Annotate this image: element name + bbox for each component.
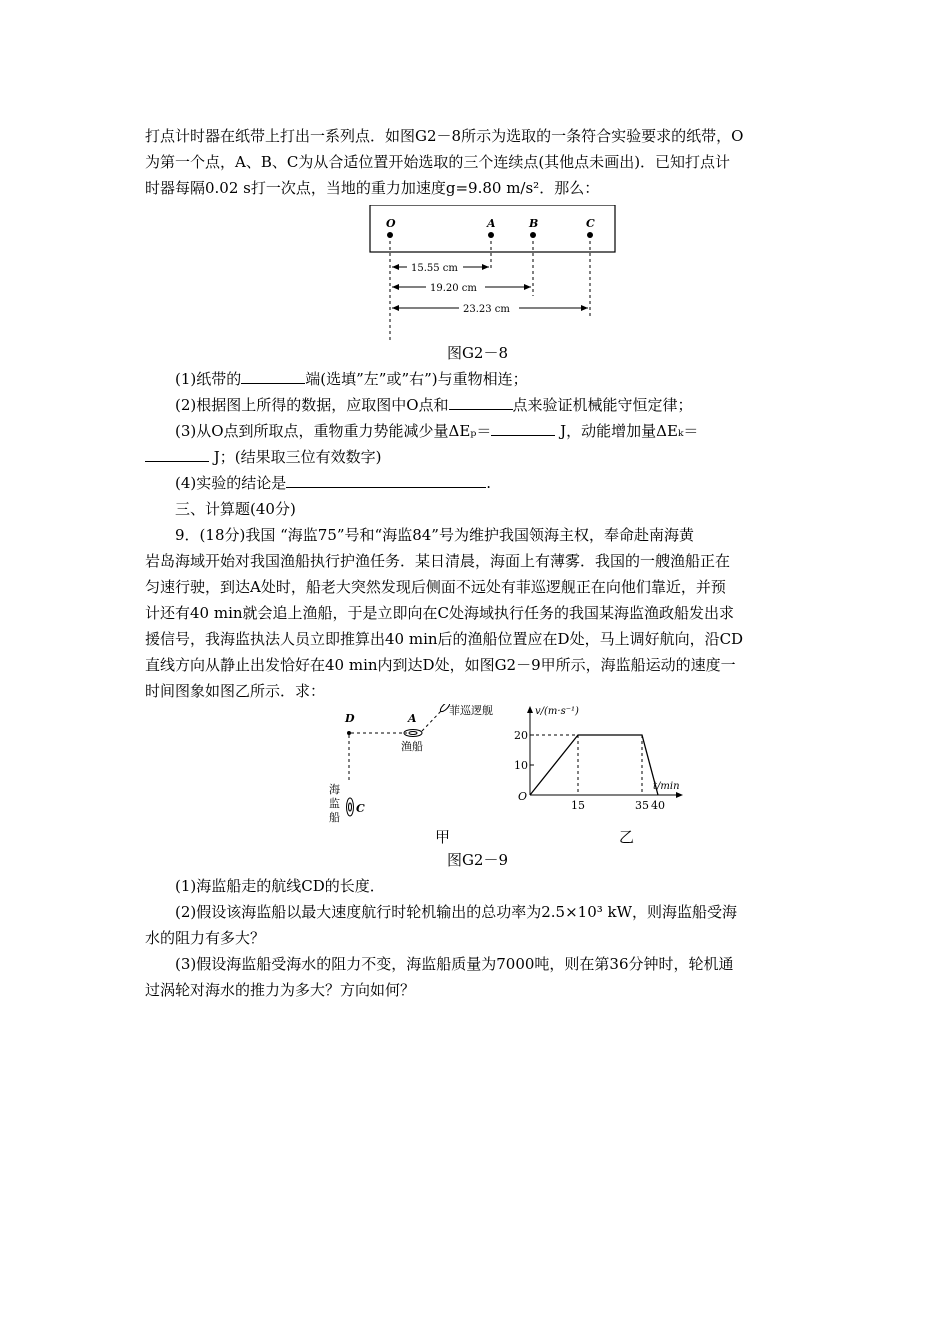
q9-line-7: 时间图象如图乙所示．求： bbox=[145, 682, 326, 700]
x-tick-label-40: 40 bbox=[651, 799, 665, 812]
point-c-label: C bbox=[586, 217, 595, 230]
q4-text-a: (4)实验的结论是 bbox=[175, 474, 287, 492]
question-1 bbox=[145, 366, 810, 392]
figure-g2-9-caption: 图G2－9 bbox=[446, 851, 509, 869]
arrow-oc-left bbox=[392, 305, 399, 311]
section-3-heading: 三、计算题(40分) bbox=[175, 500, 296, 518]
question-3-cont bbox=[145, 444, 810, 470]
y-axis-arrow bbox=[527, 706, 533, 713]
q3-blank-2 bbox=[145, 445, 209, 462]
q9-line-6: 直线方向从静止出发恰好在40 min内到达D处，如图G2－9甲所示，海监船运动的速度一 bbox=[145, 656, 736, 674]
sub-question-3a: (3)假设海监船受海水的阻力不变，海监船质量为7000吨，则在第36分钟时，轮机通 bbox=[175, 955, 734, 973]
y-axis-label: v/(m·s⁻¹) bbox=[535, 706, 579, 717]
dim-oa-label: 15.55 cm bbox=[411, 263, 458, 274]
sub-question-2b: 水的阻力有多大？ bbox=[145, 929, 266, 947]
question-3 bbox=[145, 418, 810, 444]
q3-text-c: J；(结果取三位有效数字) bbox=[213, 448, 382, 466]
q2-text-a: (2)根据图上所得的数据，应取图中O点和 bbox=[175, 396, 449, 414]
arrow-oc-right bbox=[581, 305, 588, 311]
vt-marks bbox=[514, 729, 665, 812]
y-tick-label-20: 20 bbox=[514, 729, 528, 742]
sub-question-3b: 过涡轮对海水的推力为多大？方向如何？ bbox=[145, 981, 416, 999]
q9-line-4: 计还有40 min就会追上渔船，于是立即向在C处海域执行任务的我国某海监渔政船发出求 bbox=[145, 604, 735, 622]
intro-line-3: 时器每隔0.02 s打一次点，当地的重力加速度g=9.80 m/s²．那么： bbox=[145, 179, 600, 197]
x-tick-label-35: 35 bbox=[635, 799, 649, 812]
haijian-ship-icon-inner bbox=[349, 803, 352, 811]
figure-g2-8 bbox=[145, 205, 810, 340]
label-hai: 海 bbox=[329, 783, 340, 796]
haijian-ship-icon bbox=[347, 798, 354, 816]
arrow-oa-left bbox=[392, 264, 399, 270]
sub-question-2a: (2)假设该海监船以最大速度航行时轮机输出的总功率为2.5×10³ kW，则海监船受海 bbox=[175, 903, 738, 921]
q1-text-a: (1)纸带的 bbox=[175, 370, 242, 388]
q2-blank bbox=[449, 393, 513, 410]
origin-label: O bbox=[518, 790, 528, 803]
q3-blank-1 bbox=[491, 419, 555, 436]
vt-chart bbox=[514, 706, 683, 846]
label-patrol-ship: 菲巡逻舰 bbox=[449, 704, 493, 717]
dim-oc-label: 23.23 cm bbox=[463, 304, 510, 315]
label-yi: 乙 bbox=[619, 828, 635, 846]
figure-g2-9 bbox=[145, 704, 810, 847]
intro-line-1: 打点计时器在纸带上打出一系列点．如图G2－8所示为选取的一条符合实验要求的纸带，O bbox=[145, 127, 744, 145]
question-4 bbox=[145, 470, 810, 496]
label-jian: 监 bbox=[329, 797, 340, 810]
question-2 bbox=[145, 392, 810, 418]
q4-blank bbox=[286, 471, 486, 488]
label-d: D bbox=[345, 712, 355, 725]
q9-line-2: 岩岛海域开始对我国渔船执行护渔任务．某日清晨，海面上有薄雾．我国的一艘渔船正在 bbox=[145, 552, 731, 570]
figure-g2-9-svg bbox=[145, 704, 810, 847]
line-a-patrol bbox=[422, 710, 442, 731]
paper-tape-diagram bbox=[145, 205, 810, 340]
point-b-label: B bbox=[529, 217, 539, 230]
fishing-boat-icon-inner bbox=[409, 732, 417, 735]
q1-text-b: 端(选填”左”或”右”)与重物相连； bbox=[305, 370, 528, 388]
point-o-label: O bbox=[386, 217, 396, 230]
arrow-ob-right bbox=[524, 284, 531, 290]
intro-line-2: 为第一个点，A、B、C为从合适位置开始选取的三个连续点(其他点未画出)．已知打点计 bbox=[145, 153, 731, 171]
label-chuan: 船 bbox=[329, 811, 340, 824]
diagram-jia bbox=[329, 704, 493, 846]
label-a: A bbox=[408, 712, 417, 725]
figure-g2-8-caption: 图G2－8 bbox=[446, 344, 509, 362]
dot-d bbox=[347, 731, 351, 735]
dim-ob-label: 19.20 cm bbox=[430, 283, 477, 294]
x-axis-arrow bbox=[676, 792, 683, 798]
label-c: C bbox=[356, 802, 365, 815]
arrow-ob-left bbox=[392, 284, 399, 290]
q9-line-1: 9．(18分)我国 “海监75”号和“海监84”号为维护我国领海主权，奉命赴南海黄 bbox=[175, 526, 694, 544]
q2-text-b: 点来验证机械能守恒定律； bbox=[512, 396, 693, 414]
y-tick-label-10: 10 bbox=[514, 759, 528, 772]
q9-line-3: 匀速行驶，到达A处时，船老大突然发现后侧面不远处有菲巡逻舰正在向他们靠近，并预 bbox=[145, 578, 726, 596]
label-jia: 甲 bbox=[435, 828, 451, 846]
q4-text-b: . bbox=[486, 474, 492, 492]
q3-text-a: (3)从O点到所取点，重物重力势能减少量ΔEₚ＝ bbox=[175, 422, 492, 440]
point-a-label: A bbox=[487, 217, 496, 230]
x-tick-label-15: 15 bbox=[571, 799, 585, 812]
velocity-series-line bbox=[530, 735, 658, 795]
sub-question-1: (1)海监船走的航线CD的长度． bbox=[175, 877, 385, 895]
x-axis-label: t/min bbox=[653, 781, 680, 792]
arrow-oa-right bbox=[482, 264, 489, 270]
label-fishing-boat: 渔船 bbox=[401, 740, 423, 753]
q3-text-b: J，动能增加量ΔEₖ＝ bbox=[560, 422, 699, 440]
q1-blank bbox=[241, 367, 305, 384]
q9-line-5: 援信号，我海监执法人员立即推算出40 min后的渔船位置应在D处，马上调好航向，沿CD bbox=[145, 630, 744, 648]
exam-page bbox=[145, 123, 810, 1003]
